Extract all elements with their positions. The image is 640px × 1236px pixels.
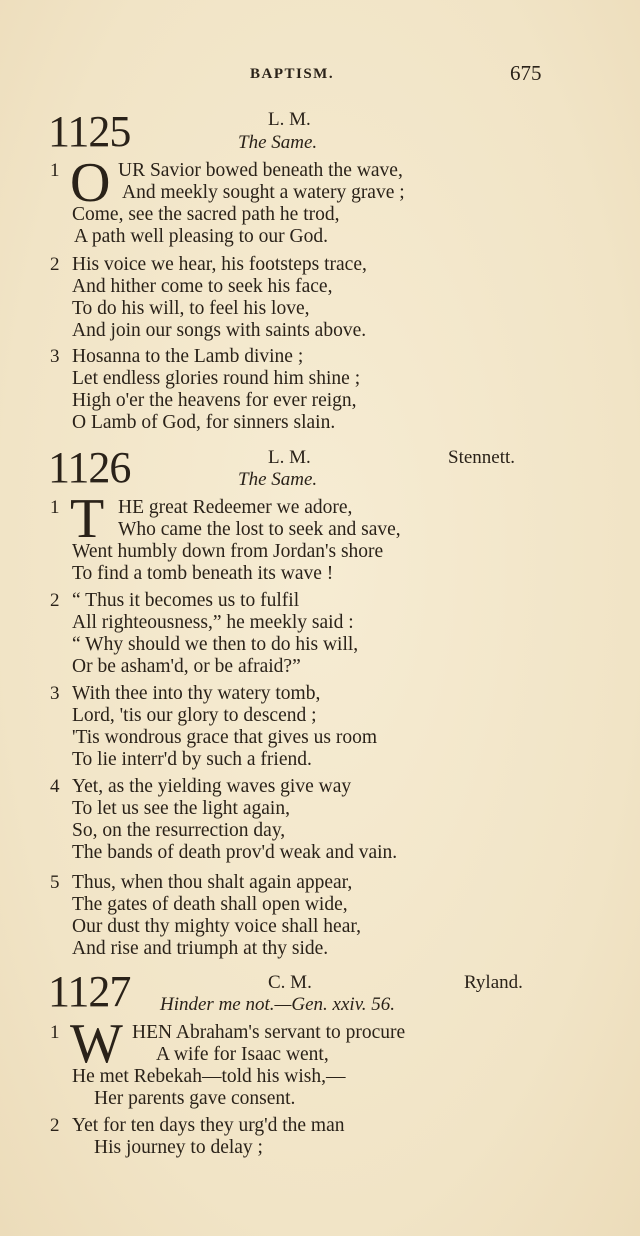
stanza-number: 1 (50, 160, 60, 181)
verse-line: Lord, 'tis our glory to descend ; (72, 705, 317, 726)
running-title: BAPTISM. (250, 66, 335, 82)
verse-line: Went humbly down from Jordan's shore (72, 541, 384, 562)
verse-line: UR Savior bowed beneath the wave, (118, 160, 403, 181)
hymn-tune: Hinder me not.—Gen. xxiv. 56. (160, 994, 395, 1015)
verse-line: “ Why should we then to do his will, (72, 634, 359, 655)
verse-line: Thus, when thou shalt again appear, (72, 872, 353, 893)
verse-line: All righteousness,” he meekly said : (72, 612, 354, 633)
verse-line: Her parents gave consent. (94, 1088, 296, 1109)
hymn-meter: C. M. (268, 972, 312, 993)
verse-line: And meekly sought a watery grave ; (122, 182, 405, 203)
verse-line: So, on the resurrection day, (72, 820, 286, 841)
hymn-author: Ryland. (464, 972, 523, 993)
verse-line: HEN Abraham's servant to procure (132, 1022, 406, 1043)
verse-line: A wife for Isaac went, (156, 1044, 329, 1065)
verse-line: Let endless glories round him shine ; (72, 368, 361, 389)
verse-line: His voice we hear, his footsteps trace, (72, 254, 367, 275)
verse-line: With thee into thy watery tomb, (72, 683, 321, 704)
verse-line: High o'er the heavens for ever reign, (72, 390, 357, 411)
running-head (0, 61, 640, 86)
hymn-number: 1125 (48, 107, 131, 156)
hymn-number: 1126 (48, 443, 131, 492)
verse-line: And hither come to seek his face, (72, 276, 333, 297)
verse-line: The bands of death prov'd weak and vain. (72, 842, 398, 863)
stanza-number: 3 (50, 346, 60, 367)
verse-line: Hosanna to the Lamb divine ; (72, 346, 304, 367)
stanza-number: 1 (50, 1022, 60, 1043)
verse-line: To find a tomb beneath its wave ! (72, 563, 334, 584)
drop-cap: T (70, 488, 105, 550)
verse-line: Yet, as the yielding waves give way (72, 776, 352, 797)
verse-line: HE great Redeemer we adore, (118, 497, 353, 518)
hymn-meter: L. M. (268, 109, 311, 130)
stanza-number: 4 (50, 776, 60, 797)
verse-line: Who came the lost to seek and save, (118, 519, 401, 540)
verse-line: 'Tis wondrous grace that gives us room (72, 727, 378, 748)
hymn-author: Stennett. (448, 447, 516, 468)
hymn-number: 1127 (48, 967, 131, 1016)
verse-line: He met Rebekah—told his wish,— (72, 1066, 346, 1087)
verse-line: To let us see the light again, (72, 798, 290, 819)
hymn-tune: The Same. (238, 469, 318, 490)
verse-line: Our dust thy mighty voice shall hear, (72, 916, 361, 937)
stanza-number: 2 (50, 590, 60, 611)
verse-line: To lie interr'd by such a friend. (72, 749, 312, 770)
stanza-number: 3 (50, 683, 60, 704)
verse-line: Or be asham'd, or be afraid?” (72, 656, 301, 677)
stanza-number: 1 (50, 497, 60, 518)
verse-line: Yet for ten days they urg'd the man (72, 1115, 345, 1136)
page-number: 675 (510, 61, 542, 85)
verse-line: And rise and triumph at thy side. (72, 938, 329, 959)
verse-line: O Lamb of God, for sinners slain. (72, 412, 336, 433)
hymn-meter: L. M. (268, 447, 311, 468)
drop-cap: O (70, 152, 111, 214)
verse-line: To do his will, to feel his love, (72, 298, 310, 319)
verse-line: Come, see the sacred path he trod, (72, 204, 340, 225)
verse-line: A path well pleasing to our God. (74, 226, 329, 247)
verse-line: “ Thus it becomes us to fulfil (72, 590, 300, 611)
verse-line: His journey to delay ; (94, 1137, 263, 1158)
hymn-tune: The Same. (238, 132, 318, 153)
verse-line: And join our songs with saints above. (72, 320, 367, 341)
stanza-number: 5 (50, 872, 60, 893)
stanza-number: 2 (50, 1115, 60, 1136)
drop-cap: W (70, 1013, 123, 1075)
verse-line: The gates of death shall open wide, (72, 894, 348, 915)
stanza-number: 2 (50, 254, 60, 275)
